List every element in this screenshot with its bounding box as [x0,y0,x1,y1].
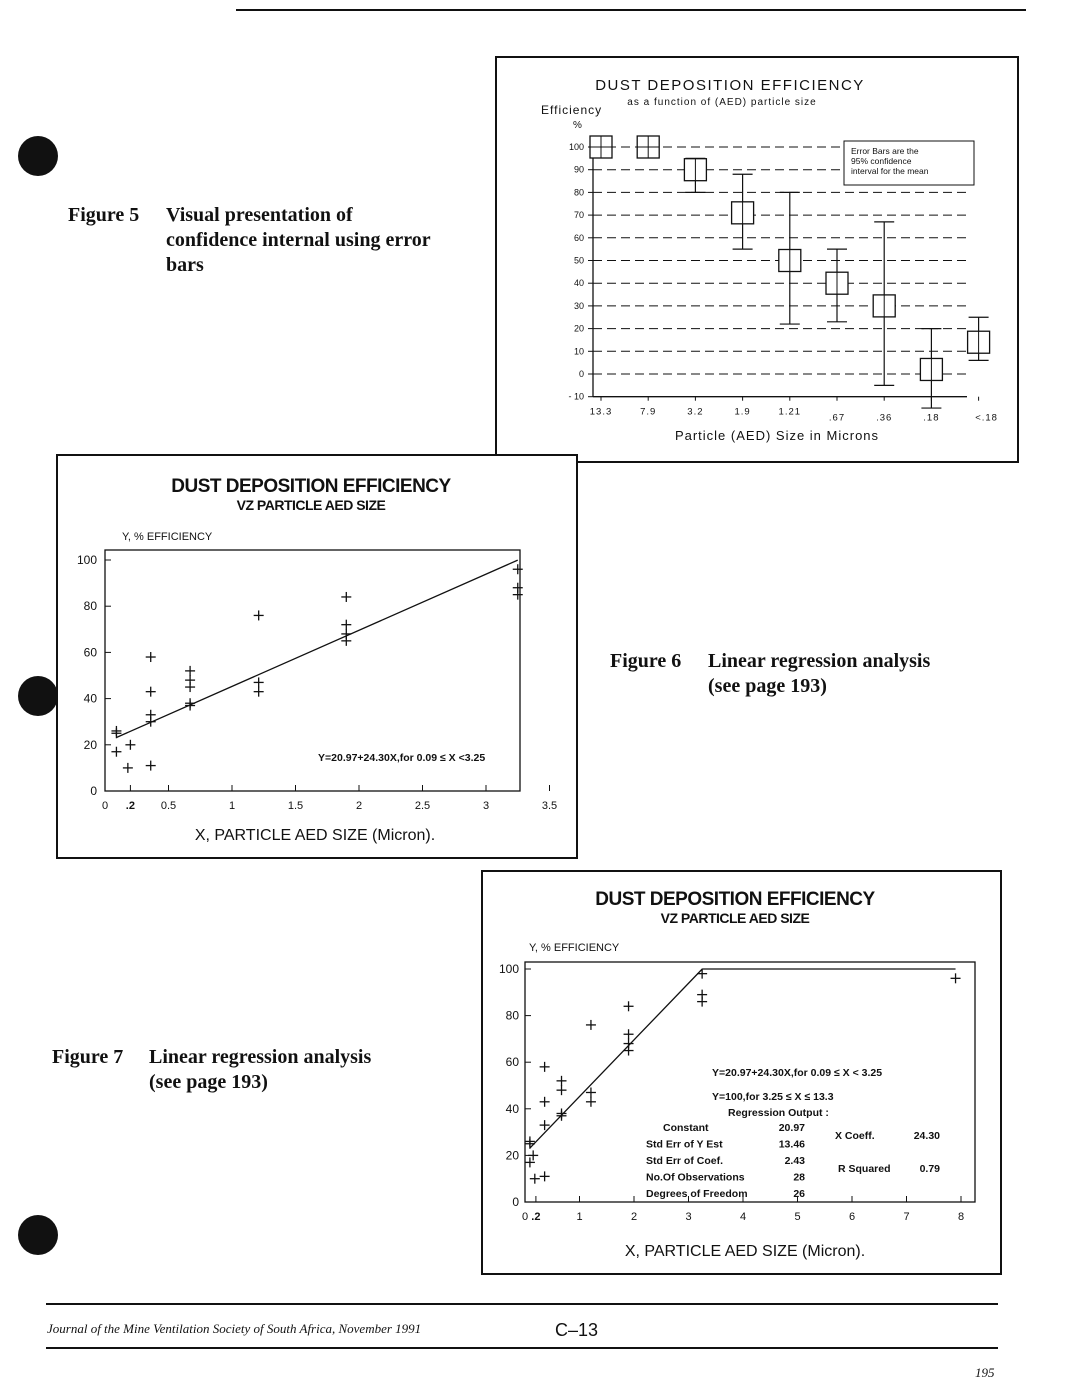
chart3-y-tick-label: 40 [505,1101,519,1116]
chart1-x-tick-label: .67 [828,412,846,424]
chart2-data-point [341,620,351,630]
figure-7-caption-line-2: (see page 193) [149,1071,268,1093]
chart2-x-label: X, PARTICLE AED SIZE (Micron). [194,827,436,844]
error-bar-chart [497,58,1017,461]
chart3-regout-side-label: X Coeff. [835,1130,875,1142]
chart3-y-tick-label: 100 [498,962,519,976]
chart3-plot-area [525,962,975,1202]
figure-6-caption-line-1: Linear regression analysis [708,650,931,672]
chart3-data-point [540,1062,550,1072]
chart1-y-tick-label: 60 [573,232,584,243]
chart2-data-point [146,710,156,720]
chart3-regout-label: Constant [663,1122,709,1134]
chart1-y-tick-label: 40 [573,278,584,289]
chart2-y-tick-label: 0 [90,784,97,798]
chart1-y-tick-label: 90 [573,164,584,175]
top-rule [236,9,1026,11]
chart3-x-tick-label: 1 [576,1211,583,1223]
chart1-error-bar [968,317,990,360]
chart2-title: DUST DEPOSITION EFFICIENCY [171,476,451,497]
footer-journal: Journal of the Mine Ventilation Society of South Africa, November 1991 [47,1321,422,1336]
figure-6-number: Figure 6 [610,650,682,672]
chart2-y-label: Y, % EFFICIENCY [122,531,213,543]
chart3-data-point [624,1001,634,1011]
chart1-y-tick-label: 70 [573,210,584,221]
chart2-x-tick-label: 2 [355,800,363,812]
chart1-legend-text: Error Bars are the 95% confidence interval for the mean [851,146,929,176]
chart1-error-bar [684,158,706,192]
chart3-regout-label: Std Err of Y Est [646,1138,723,1151]
chart2-data-point [125,740,135,750]
punch-hole-top [18,136,58,176]
chart1-error-bar [873,222,895,385]
chart3-regout-value: 2.43 [784,1155,805,1167]
chart2-data-point [111,747,121,757]
chart3-regout-value: 13.46 [778,1138,805,1151]
chart3-regout-side-value: 24.30 [913,1130,940,1142]
chart3-annotation-1: Y=20.97+24.30X,for 0.09 ≤ X < 3.25 [712,1067,883,1079]
chart1-y-label: Efficiency [541,103,603,117]
chart1-x-tick-label: <.18 [975,412,998,424]
chart3-data-point [557,1108,567,1118]
figure-6-caption-line-2: (see page 193) [708,675,827,697]
chart3-data-point [586,1020,596,1030]
chart3-x-tick-label: 6 [848,1211,856,1223]
chart2-data-point [146,761,156,771]
chart2-y-tick-label: 80 [83,599,97,614]
chart3-annotation-2: Y=100,for 3.25 ≤ X ≤ 13.3 [712,1091,834,1103]
chart1-error-bar [826,249,848,322]
chart3-x-tick-label: 3 [685,1211,692,1223]
chart3-x-tick-label: 5 [794,1211,801,1223]
chart3-x-tick-label: 7 [903,1211,910,1223]
chart1-x-tick-label: .18 [923,412,940,424]
chart1-y-tick-label: 80 [573,187,584,198]
chart2-x-tick-label: 0 [101,800,109,812]
chart2-subtitle: VZ PARTICLE AED SIZE [236,497,386,513]
chart3-x-tick-label: 8 [957,1211,965,1223]
chart3-regout-side-value: 0.79 [919,1163,940,1175]
chart3-subtitle: VZ PARTICLE AED SIZE [660,910,810,926]
figure-6-caption [610,649,1010,704]
chart1-x-label: Particle (AED) Size in Microns [674,428,880,443]
chart2-x-tick-label: .2 [125,800,135,812]
figure-7-number: Figure 7 [52,1046,124,1068]
chart1-y-tick-label: 10 [573,346,584,357]
footer-rule-bottom [46,1347,998,1349]
chart3-y-tick-label: 20 [505,1148,519,1163]
chart2-y-tick-label: 40 [83,691,97,706]
chart3-data-point [586,1097,596,1107]
chart2-data-point [146,687,156,697]
chart1-error-bar [779,192,801,324]
chart3-y-tick-label: 60 [505,1055,519,1070]
chart3-title: DUST DEPOSITION EFFICIENCY [595,889,875,910]
chart2-fit-line [116,560,517,737]
figure-7-caption-line-1: Linear regression analysis [149,1046,372,1068]
chart3-data-point [697,969,707,979]
chart3-regout-label: No.Of Observations [646,1171,745,1184]
chart3-regout-side-label: R Squared [838,1163,891,1175]
chart2-equation: Y=20.97+24.30X,for 0.09 ≤ X <3.25 [318,752,486,764]
chart2-data-point [254,677,264,687]
chart2-y-tick-label: 20 [83,737,97,752]
chart3-annotation-3: Regression Output : [728,1107,829,1119]
figure-5-caption-line-3: bars [166,254,204,276]
figure-5-number: Figure 5 [68,204,140,226]
chart2-data-point [513,564,523,574]
footer-rule-top [46,1303,998,1305]
chart3-y-tick-label: 80 [505,1008,519,1023]
chart3-x-tick-label: 2 [630,1211,638,1223]
chart1-error-bar [590,136,612,158]
chart1-y-unit: % [573,120,582,131]
punch-hole-bottom [18,1215,58,1255]
chart1-x-tick-label: 7.9 [640,406,657,418]
chart2-data-point [341,592,351,602]
chart3-y-tick-label: 0 [512,1195,519,1209]
chart2-x-tick-label: 3.5 [541,800,558,812]
chart2-x-tick-label: 2.5 [414,800,431,812]
chart2-x-tick-label: 3 [482,800,490,812]
chart3-data-point [624,1039,634,1049]
chart1-error-bar [637,136,659,158]
regression-chart-1 [58,456,576,857]
chart1-x-tick-label: 13.3 [589,406,613,418]
chart2-y-tick-label: 60 [83,645,97,660]
footer-page-number: 195 [975,1365,995,1380]
chart1-y-tick-label: - 10 [568,391,584,402]
chart3-x-tick-label: 0 [521,1211,529,1223]
chart3-x-label: X, PARTICLE AED SIZE (Micron). [624,1243,866,1260]
chart2-x-tick-label: 1 [228,800,236,812]
chart3-x-tick-label: 4 [739,1211,747,1223]
figure-5-caption [68,203,488,283]
chart3-regout-label: Std Err of Coef. [646,1155,724,1167]
chart3-regout-value: 26 [793,1188,805,1200]
chart2-data-point [123,763,133,773]
chart1-x-tick-label: 1.9 [734,406,751,418]
chart1-title: DUST DEPOSITION EFFICIENCY [595,77,865,94]
chart2-data-point [185,675,195,685]
chart3-x-tick-label: .2 [531,1211,541,1223]
chart1-x-tick-label: 3.2 [687,406,704,418]
chart3-regout-value: 28 [793,1171,805,1184]
chart3-data-point [624,1029,634,1039]
chart2-x-tick-label: 1.5 [287,800,304,812]
chart1-subtitle: as a function of (AED) particle size [627,97,817,108]
figure-7-frame [481,870,1002,1275]
chart2-data-point [254,687,264,697]
punch-hole-middle [18,676,58,716]
chart1-y-tick-label: 30 [573,300,584,311]
figure-5-caption-line-2: confidence internal using error [166,229,431,251]
chart3-data-point [557,1076,567,1086]
chart1-y-tick-label: 50 [573,255,584,266]
chart3-data-point [530,1174,540,1184]
chart1-y-tick-label: 20 [573,323,584,334]
chart3-data-point [540,1171,550,1181]
chart1-x-tick-label: 1.21 [778,406,802,418]
chart3-data-point [540,1097,550,1107]
chart2-data-point [111,726,121,736]
chart3-y-label: Y, % EFFICIENCY [529,942,620,954]
chart3-regout-label: Degrees of Freedom [646,1188,748,1200]
figure-5-caption-line-1: Visual presentation of [166,204,353,226]
chart3-data-point [697,990,707,1000]
chart3-regout-value: 20.97 [778,1122,805,1134]
chart1-x-tick-label: .36 [876,412,893,424]
chart2-data-point [185,666,195,676]
regression-chart-2 [483,872,1000,1273]
chart2-data-point [513,583,523,593]
figure-7-caption [52,1045,452,1100]
footer-code: C–13 [555,1320,599,1340]
chart2-x-tick-label: 0.5 [160,800,177,812]
chart3-data-point [951,973,961,983]
chart1-y-tick-label: 100 [568,142,584,152]
chart1-y-tick-label: 0 [578,369,584,379]
figure-6-frame [56,454,578,859]
chart3-data-point [557,1085,567,1095]
chart2-data-point [254,610,264,620]
chart2-y-tick-label: 100 [76,553,97,567]
chart2-data-point [146,652,156,662]
figure-5-frame [495,56,1019,463]
